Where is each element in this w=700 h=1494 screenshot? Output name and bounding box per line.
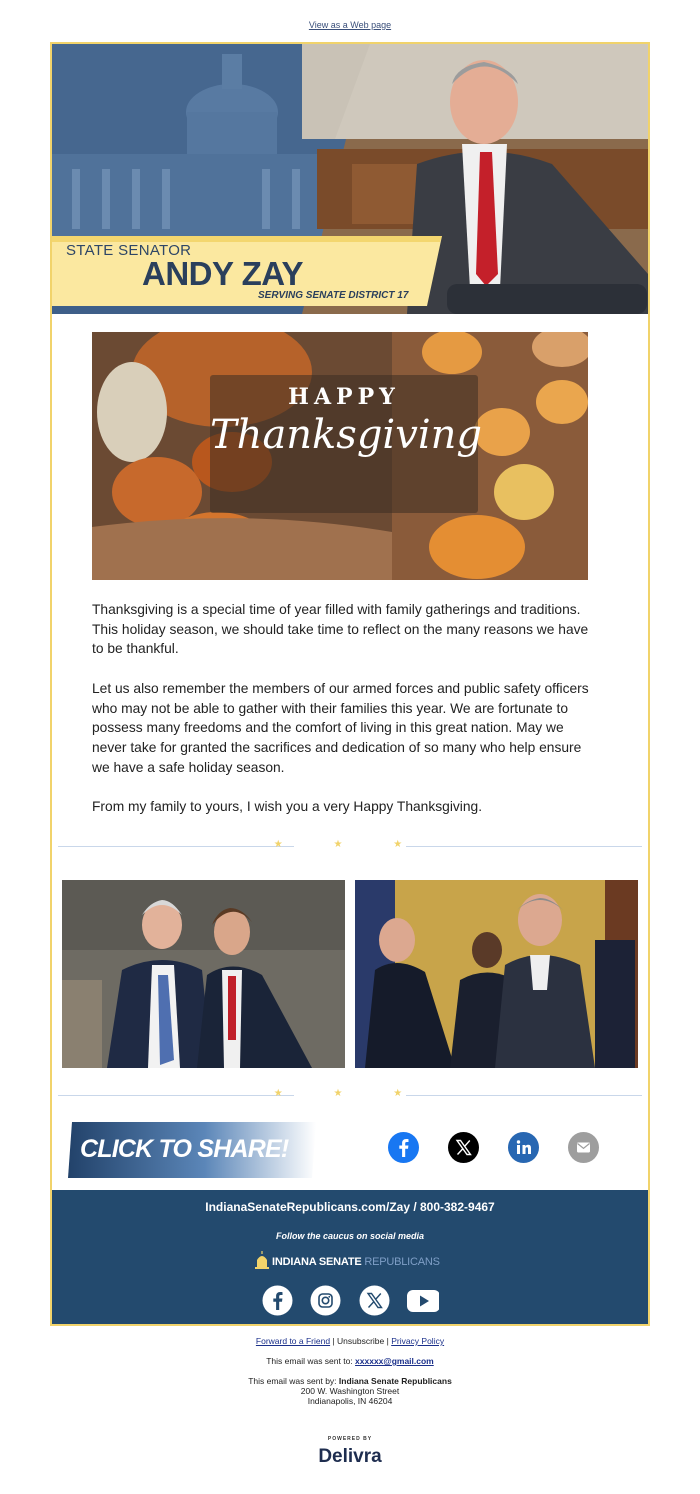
view-as-web-page-link[interactable]: View as a Web page: [308, 20, 392, 30]
linkedin-icon[interactable]: [508, 1132, 539, 1163]
footer-links: [0, 1336, 700, 1346]
paragraph-3: From my family to yours, I wish you a very Happy Thanksgiving.: [92, 799, 483, 814]
logo-bold-text: INDIANA SENATE: [272, 1256, 362, 1268]
divider-stars: ★ ★ ★: [273, 839, 427, 850]
senator-title: STATE SENATOR: [66, 242, 192, 259]
paragraph-1: Thanksgiving is a special time of year filled with family gatherings and traditions. This holiday season, we should take time to reflect on the many reasons we have to be thankful.: [92, 602, 589, 657]
address-line-1: 200 W. Washington Street: [300, 1386, 400, 1396]
sent-by-block: [0, 1376, 700, 1406]
capitol-logo-icon: [255, 1250, 269, 1270]
paragraph-2: Let us also remember the members of our armed forces and public safety officers who may not be able to gather with their families this year. We are fortunate to possess many freedoms and the comfort of living in this great nation. May we never take for granted the sacrifices and dedication of so many who help ensure we have a safe holiday season.: [92, 680, 589, 775]
divider-top: [58, 841, 642, 853]
message-body: [92, 600, 592, 836]
photo-senator-with-guest-image: [62, 880, 345, 1068]
footer-x-icon[interactable]: [359, 1285, 390, 1316]
footer-facebook-icon[interactable]: [262, 1285, 293, 1316]
sender-name: Indiana Senate Republicans: [338, 1376, 452, 1386]
indiana-senate-republicans-logo: [272, 1256, 440, 1268]
footer-youtube-icon[interactable]: [406, 1285, 437, 1316]
footer-url-phone[interactable]: IndianaSenateRepublicans.com/Zay / 800-382-9467: [205, 1200, 495, 1214]
thanksgiving-script: Thanksgiving: [210, 412, 482, 458]
address-line-2: Indianapolis, IN 46204: [307, 1396, 393, 1406]
photo-senator-with-military-image: [355, 880, 638, 1068]
sent-to-line: [0, 1356, 700, 1366]
powered-by-label: POWERED BY: [327, 1436, 373, 1442]
footer-instagram-icon[interactable]: [310, 1285, 341, 1316]
facebook-icon[interactable]: [388, 1132, 419, 1163]
follow-caption: Follow the caucus on social media: [275, 1231, 425, 1241]
logo-light-text: REPUBLICANS: [364, 1256, 440, 1268]
photo-senator-with-military: [355, 880, 638, 1068]
thanksgiving-image: [92, 332, 588, 580]
header-banner: [52, 44, 648, 314]
email-icon[interactable]: [568, 1132, 599, 1163]
sent-by-label: This email was sent by:: [248, 1376, 339, 1386]
privacy-policy-link[interactable]: Privacy Policy: [391, 1336, 445, 1346]
forward-to-friend-link[interactable]: Forward to a Friend: [255, 1336, 331, 1346]
delivra-logo[interactable]: Delivra: [318, 1446, 382, 1467]
photo-senator-with-guest: [62, 880, 345, 1068]
footer: [52, 1190, 648, 1326]
web-view-link-row: [0, 20, 700, 30]
senator-name: ANDY ZAY: [142, 255, 304, 292]
sent-to-label: This email was sent to:: [266, 1356, 356, 1366]
divider-bottom: [58, 1090, 642, 1102]
x-icon[interactable]: [448, 1132, 479, 1163]
divider-stars: ★ ★ ★: [273, 1088, 427, 1099]
unsubscribe-link[interactable]: | Unsubscribe |: [330, 1336, 392, 1346]
senate-district: SERVING SENATE DISTRICT 17: [258, 290, 409, 301]
recipient-email-link[interactable]: xxxxxx@gmail.com: [355, 1356, 434, 1366]
email-frame: [50, 42, 650, 1326]
happy-heading: HAPPY: [288, 384, 400, 410]
click-to-share-label[interactable]: CLICK TO SHARE!: [80, 1135, 289, 1163]
